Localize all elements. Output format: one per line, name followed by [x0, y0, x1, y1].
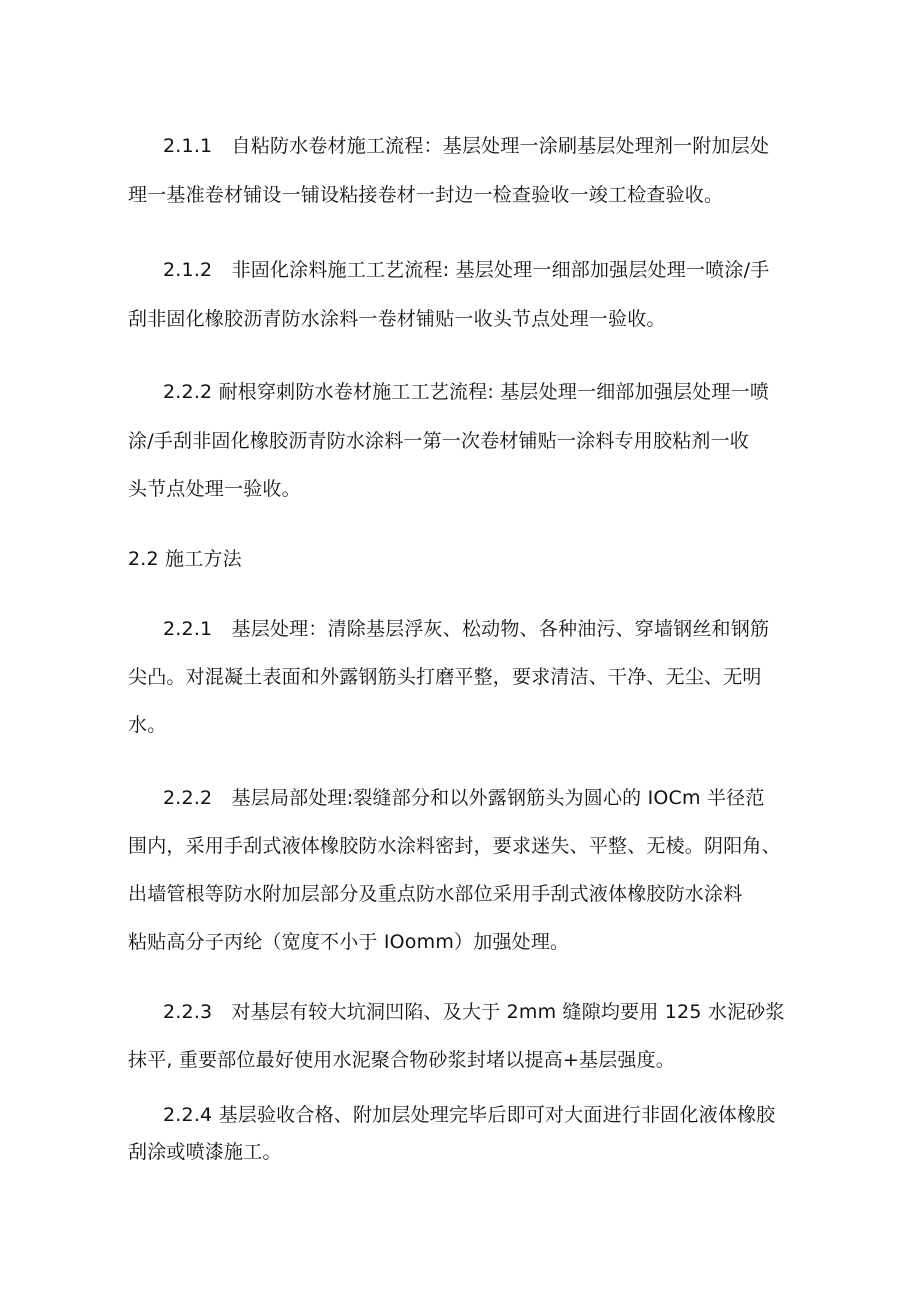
paragraph-line: 2.2.2 耐根穿刺防水卷材施工工艺流程: 基层处理一细部加强层处理一喷 — [163, 381, 770, 403]
paragraph-line: 抹平, 重要部位最好使用水泥聚合物砂浆封堵以提高+基层强度。 — [128, 1049, 676, 1071]
paragraph-line: 理一基准卷材铺设一铺设粘接卷材一封边一检查验收一竣工检查验收。 — [128, 184, 724, 206]
paragraph-line: 头节点处理一验收。 — [128, 478, 301, 500]
paragraph-line: 2.1.1 自粘防水卷材施工流程：基层处理一涂刷基层处理剂一附加层处 — [163, 135, 770, 157]
paragraph-line: 围内，采用手刮式液体橡胶防水涂料密封，要求迷失、平整、无棱。阴阳角、 — [128, 835, 781, 857]
section-heading: 2.2 施工方法 — [128, 548, 242, 570]
paragraph-line: 粘贴高分子丙纶（宽度不小于 IOomm）加强处理。 — [128, 931, 570, 953]
paragraph-line: 2.2.3 对基层有较大坑洞凹陷、及大于 2mm 缝隙均要用 125 水泥砂浆 — [163, 1001, 785, 1023]
paragraph-line: 水。 — [128, 714, 167, 736]
paragraph-line: 2.2.4 基层验收合格、附加层处理完毕后即可对大面进行非固化液体橡胶 — [163, 1104, 776, 1126]
paragraph-line: 2.2.2 基层局部处理:裂缝部分和以外露钢筋头为圆心的 IOCm 半径范 — [163, 787, 765, 809]
paragraph-line: 2.1.2 非固化涂料施工工艺流程: 基层处理一细部加强层处理一喷涂/手 — [163, 259, 770, 281]
paragraph-line: 刮非固化橡胶沥青防水涂料一卷材铺贴一收头节点处理一验收。 — [128, 308, 666, 330]
paragraph-line: 2.2.1 基层处理：清除基层浮灰、松动物、各种油污、穿墙钢丝和钢筋 — [163, 618, 770, 640]
paragraph-line: 刮涂或喷漆施工。 — [128, 1141, 282, 1163]
paragraph-line: 涂/手刮非固化橡胶沥青防水涂料一第一次卷材铺贴一涂料专用胶粘剂一收 — [128, 430, 750, 452]
paragraph-line: 尖凸。对混凝土表面和外露钢筋头打磨平整，要求清洁、干净、无尘、无明 — [128, 666, 762, 688]
paragraph-line: 出墙管根等防水附加层部分及重点防水部位采用手刮式液体橡胶防水涂料 — [128, 883, 743, 905]
